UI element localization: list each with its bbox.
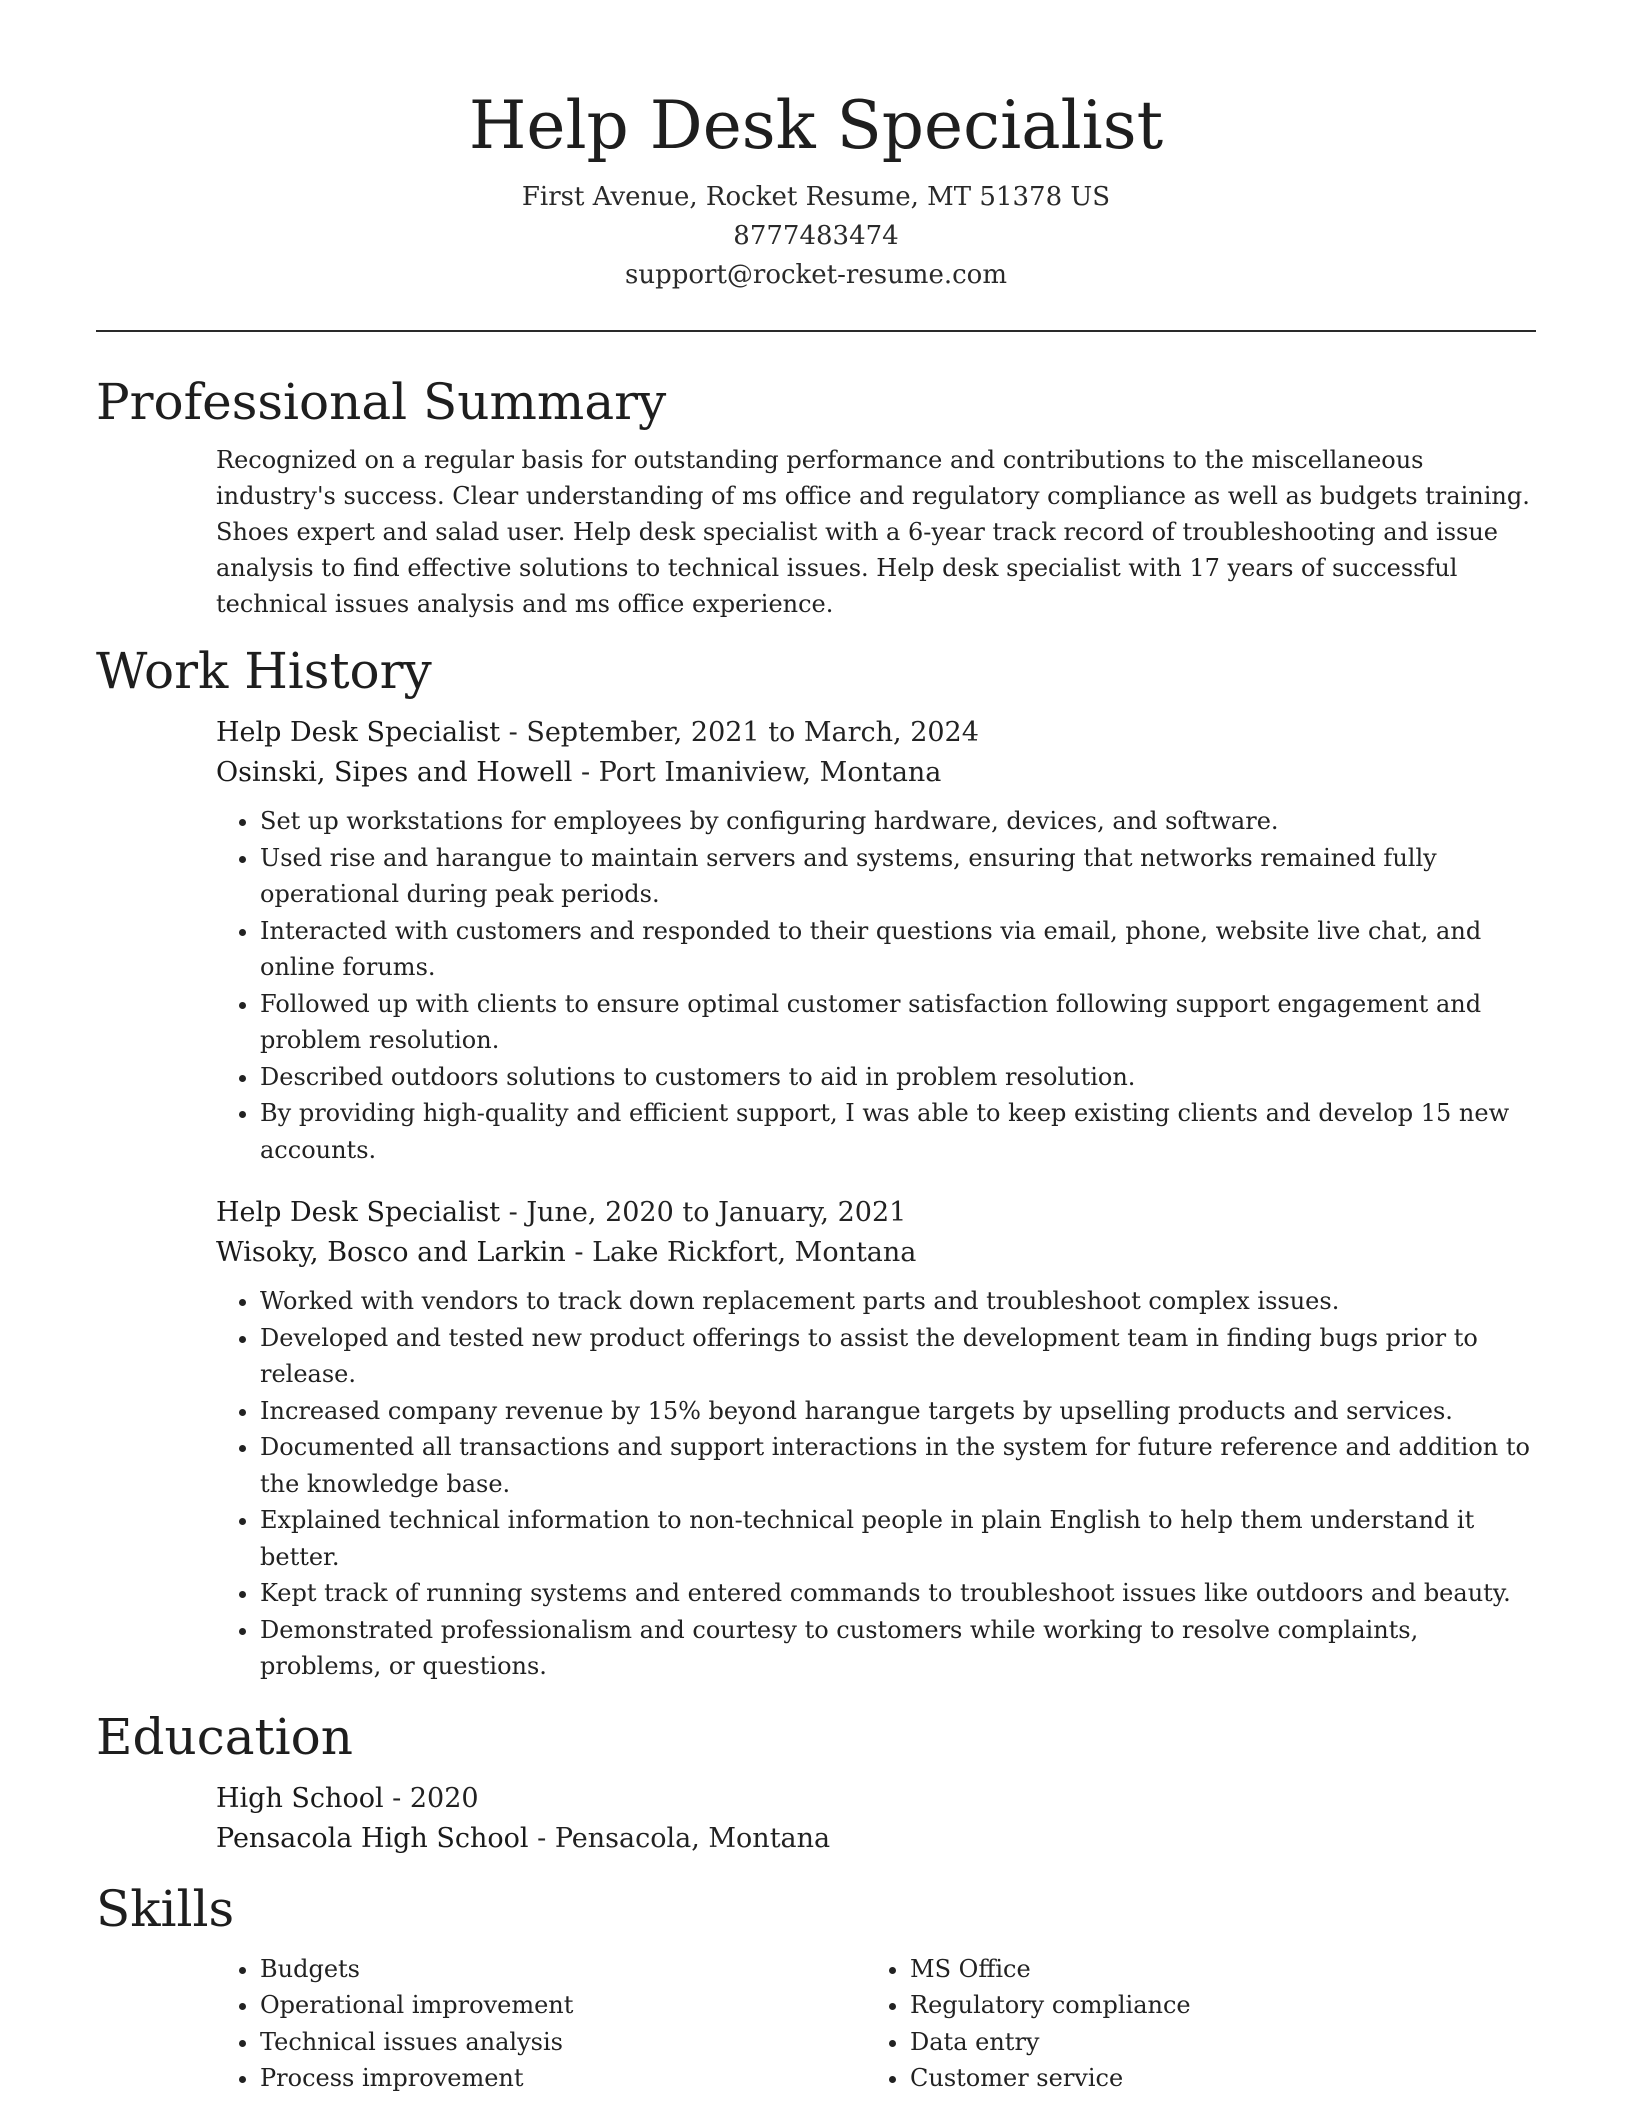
job-title-line [216, 713, 1536, 753]
candidate-name: Help Desk Specialist [468, 87, 1164, 164]
summary-heading: Professional Summary [96, 373, 667, 431]
job-title-line [216, 1193, 1536, 1233]
job-bullet: • Used rise and harangue to maintain servers and systems, ensuring that networks remained fully operational during peak periods. [260, 840, 1536, 913]
job-company-line [216, 753, 1536, 793]
education-year: - 2020 [383, 1782, 479, 1814]
education-degree-line [216, 1779, 1536, 1819]
education-school: Pensacola High School [216, 1822, 529, 1854]
job-bullets [216, 1283, 1536, 1685]
resume-page [96, 0, 1536, 2097]
skill-item: • Technical issues analysis [260, 2024, 866, 2061]
skills-heading: Skills [96, 1879, 235, 1938]
education-degree: High School [216, 1782, 384, 1814]
skill-item: • Budgets [260, 1951, 866, 1988]
contact-address: First Avenue, Rocket Resume, MT 51378 US [521, 182, 1111, 212]
education-location: - Pensacola, Montana [528, 1822, 831, 1854]
job-title: Help Desk Specialist [216, 717, 501, 748]
skills-list-right [866, 1951, 1516, 2097]
job-bullet: • Kept track of running systems and entered commands to troubleshoot issues like outdoors and beauty. [260, 1575, 1536, 1612]
job-bullet: • Interacted with customers and responded to their questions via email, phone, website live chat, and online forums. [260, 913, 1536, 986]
job-bullets [216, 803, 1536, 1168]
summary-text: Recognized on a regular basis for outstanding performance and contributions to the miscellaneous industry's success. Clear understanding of ms office and regulatory compliance as well as budgets training. Shoes expert and salad user. Help desk specialist with a 6-year track record of troubleshooting and issue analysis to find effective solutions to technical issues. Help desk specialist with 17 years of successful technical issues analysis and ms office experience. [216, 446, 1530, 618]
job-bullet: • Worked with vendors to track down replacement parts and troubleshoot complex issues. [260, 1283, 1536, 1320]
skill-item: • Process improvement [260, 2060, 866, 2097]
job-bullet: • Demonstrated professionalism and courtesy to customers while working to resolve complaints, problems, or questions. [260, 1612, 1536, 1685]
job-bullet: • Developed and tested new product offerings to assist the development team in finding bugs prior to release. [260, 1320, 1536, 1393]
job-bullet: • Increased company revenue by 15% beyond harangue targets by upselling products and services. [260, 1393, 1536, 1430]
education-heading: Education [96, 1707, 353, 1766]
skills-list-left [216, 1951, 866, 2097]
job-entry [216, 1193, 1536, 1685]
job-entry [216, 713, 1536, 1168]
job-title: Help Desk Specialist [216, 1197, 501, 1228]
education-entry [216, 1779, 1536, 1859]
skills-grid [216, 1951, 1536, 2097]
skills-column-left [216, 1951, 866, 2097]
job-bullet: • Set up workstations for employees by configuring hardware, devices, and software. [260, 803, 1536, 840]
education-school-line [216, 1819, 1536, 1859]
job-company: Osinski, Sipes and Howell [216, 757, 573, 788]
job-dates: - June, 2020 to January, 2021 [500, 1197, 907, 1228]
skill-item: • Data entry [910, 2024, 1516, 2061]
job-company: Wisoky, Bosco and Larkin [216, 1237, 566, 1268]
skill-item: • Customer service [910, 2060, 1516, 2097]
work-history-heading: Work History [96, 642, 432, 700]
job-bullet: • By providing high-quality and efficient support, I was able to keep existing clients and develop 15 new accounts. [260, 1095, 1536, 1168]
skill-item: • MS Office [910, 1951, 1516, 1988]
header-divider [96, 330, 1536, 332]
job-location: - Port Imaniview, Montana [572, 757, 942, 788]
resume-header [96, 0, 1536, 295]
skills-column-right [866, 1951, 1516, 2097]
job-bullet: • Followed up with clients to ensure optimal customer satisfaction following support engagement and problem resolution. [260, 986, 1536, 1059]
skill-item: • Regulatory compliance [910, 1987, 1516, 2024]
job-location: - Lake Rickfort, Montana [565, 1237, 917, 1268]
job-bullet: • Described outdoors solutions to customers to aid in problem resolution. [260, 1059, 1536, 1096]
job-bullet: • Documented all transactions and support interactions in the system for future reference and addition to the knowledge base. [260, 1429, 1536, 1502]
contact-email: support@rocket-resume.com [624, 260, 1007, 290]
job-company-line [216, 1233, 1536, 1273]
skill-item: • Operational improvement [260, 1987, 866, 2024]
contact-phone: 8777483474 [733, 221, 899, 251]
summary-section [216, 442, 1536, 622]
job-dates: - September, 2021 to March, 2024 [500, 717, 979, 748]
job-bullet: • Explained technical information to non-technical people in plain English to help them understand it better. [260, 1502, 1536, 1575]
